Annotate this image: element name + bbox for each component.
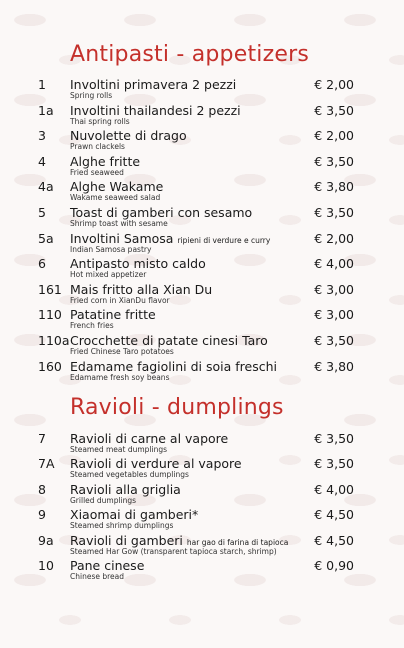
item-name-text: Nuvolette di drago	[70, 128, 187, 144]
item-number: 1	[38, 77, 46, 92]
item-price: € 3,80	[314, 179, 354, 195]
item-price: € 4,50	[314, 532, 354, 548]
item-price: € 3,50	[314, 333, 354, 348]
menu-item	[0, 256, 404, 282]
item-name-text: Ravioli di carne al vapore	[70, 431, 229, 446]
item-english-name: Steamed Har Gow (transparent tapioca starch, shrimp)	[70, 546, 277, 556]
item-price: € 2,00	[314, 77, 354, 92]
item-name-text: Alghe Wakame	[70, 179, 164, 195]
item-extra-note: har gao di farina di tapioca	[186, 537, 289, 547]
item-english-name: Fried seaweed	[70, 167, 124, 177]
item-number: 4	[38, 153, 46, 169]
menu-item	[0, 282, 404, 308]
item-price: € 3,50	[314, 205, 354, 220]
item-name-text: Alghe fritte	[70, 153, 141, 169]
item-english-name: Indian Samosa pastry	[70, 244, 152, 254]
menu-item	[0, 205, 404, 231]
item-name-text: Pane cinese	[70, 558, 145, 573]
item-english-name: Steamed vegetables dumplings	[70, 470, 189, 480]
menu-item	[0, 431, 404, 457]
item-english-name: Spring rolls	[70, 91, 113, 100]
item-name-text: Involtini Samosa	[70, 230, 174, 246]
item-price: € 3,00	[314, 307, 354, 323]
item-number: 6	[38, 256, 46, 272]
item-name-text: Antipasto misto caldo	[70, 256, 206, 272]
item-name-text: Xiaomai di gamberi*	[70, 507, 199, 523]
item-number: 3	[38, 128, 46, 144]
item-name-text: Ravioli di verdure al vapore	[70, 456, 242, 472]
item-number: 161	[38, 281, 62, 297]
item-english-name: Shrimp toast with sesame	[70, 219, 168, 228]
item-price: € 3,80	[314, 358, 354, 374]
menu-item	[0, 128, 404, 154]
item-english-name: Grilled dumplings	[70, 495, 137, 505]
item-number: 110	[38, 307, 62, 323]
item-price: € 4,50	[314, 507, 354, 523]
item-english-name: Thai spring rolls	[70, 116, 130, 126]
menu-item	[0, 77, 404, 103]
item-english-name: French fries	[70, 321, 114, 331]
item-number: 4a	[38, 179, 54, 195]
menu-item	[0, 482, 404, 508]
item-name-text: Involtini primavera 2 pezzi	[70, 77, 237, 92]
item-name-text: Involtini thailandesi 2 pezzi	[70, 102, 241, 118]
item-english-name: Wakame seaweed salad	[70, 193, 161, 203]
item-name-text: Edamame fagiolini di soia freschi	[70, 358, 277, 374]
item-number: 9a	[38, 532, 54, 548]
item-name-text: Patatine fritte	[70, 307, 156, 323]
menu-item	[0, 533, 404, 559]
item-price: € 2,00	[314, 128, 354, 144]
item-english-name: Fried Chinese Taro potatoes	[70, 347, 174, 356]
item-price: € 4,00	[314, 481, 354, 497]
item-number: 10	[38, 558, 54, 573]
item-extra-note: ripieni di verdure e curry	[177, 235, 271, 245]
menu-item	[0, 179, 404, 205]
item-price: € 2,00	[314, 230, 354, 246]
item-name-text: Crocchette di patate cinesi Taro	[70, 333, 268, 348]
item-price: € 0,90	[314, 558, 354, 573]
item-english-name: Steamed meat dumplings	[70, 445, 167, 454]
item-name-text: Ravioli alla griglia	[70, 481, 181, 497]
menu-item	[0, 103, 404, 129]
item-name-text: Mais fritto alla Xian Du	[70, 281, 213, 297]
menu-item	[0, 456, 404, 482]
item-english-name: Steamed shrimp dumplings	[70, 521, 174, 531]
item-number: 7A	[38, 456, 55, 472]
item-price: € 3,50	[314, 456, 354, 472]
item-name-text: Toast di gamberi con sesamo	[70, 205, 253, 220]
item-number: 8	[38, 481, 46, 497]
item-english-name: Hot mixed appetizer	[70, 270, 147, 280]
menu-item	[0, 507, 404, 533]
section-title-antipasti: Antipasti - appetizers	[70, 42, 309, 67]
item-number: 9	[38, 507, 46, 523]
item-number: 160	[38, 358, 62, 374]
item-english-name: Chinese bread	[70, 572, 124, 581]
item-price: € 3,50	[314, 102, 354, 118]
item-number: 7	[38, 431, 46, 446]
item-number: 5a	[38, 230, 54, 246]
item-price: € 4,00	[314, 256, 354, 272]
item-number: 1a	[38, 102, 54, 118]
item-english-name: Prawn clackels	[70, 142, 125, 152]
menu-item	[0, 333, 404, 359]
item-english-name: Edamame fresh soy beans	[70, 372, 170, 382]
item-english-name: Fried corn in XianDu flavor	[70, 295, 170, 305]
item-price: € 3,50	[314, 431, 354, 446]
item-name-text: Ravioli di gamberi	[70, 532, 183, 548]
item-price: € 3,50	[314, 153, 354, 169]
section-title-ravioli: Ravioli - dumplings	[70, 395, 284, 420]
item-price: € 3,00	[314, 281, 354, 297]
menu-item	[0, 359, 404, 385]
item-number: 110a	[38, 333, 70, 348]
menu-item	[0, 154, 404, 180]
menu-item	[0, 231, 404, 257]
item-number: 5	[38, 205, 46, 220]
menu-item	[0, 307, 404, 333]
menu-item	[0, 558, 404, 584]
